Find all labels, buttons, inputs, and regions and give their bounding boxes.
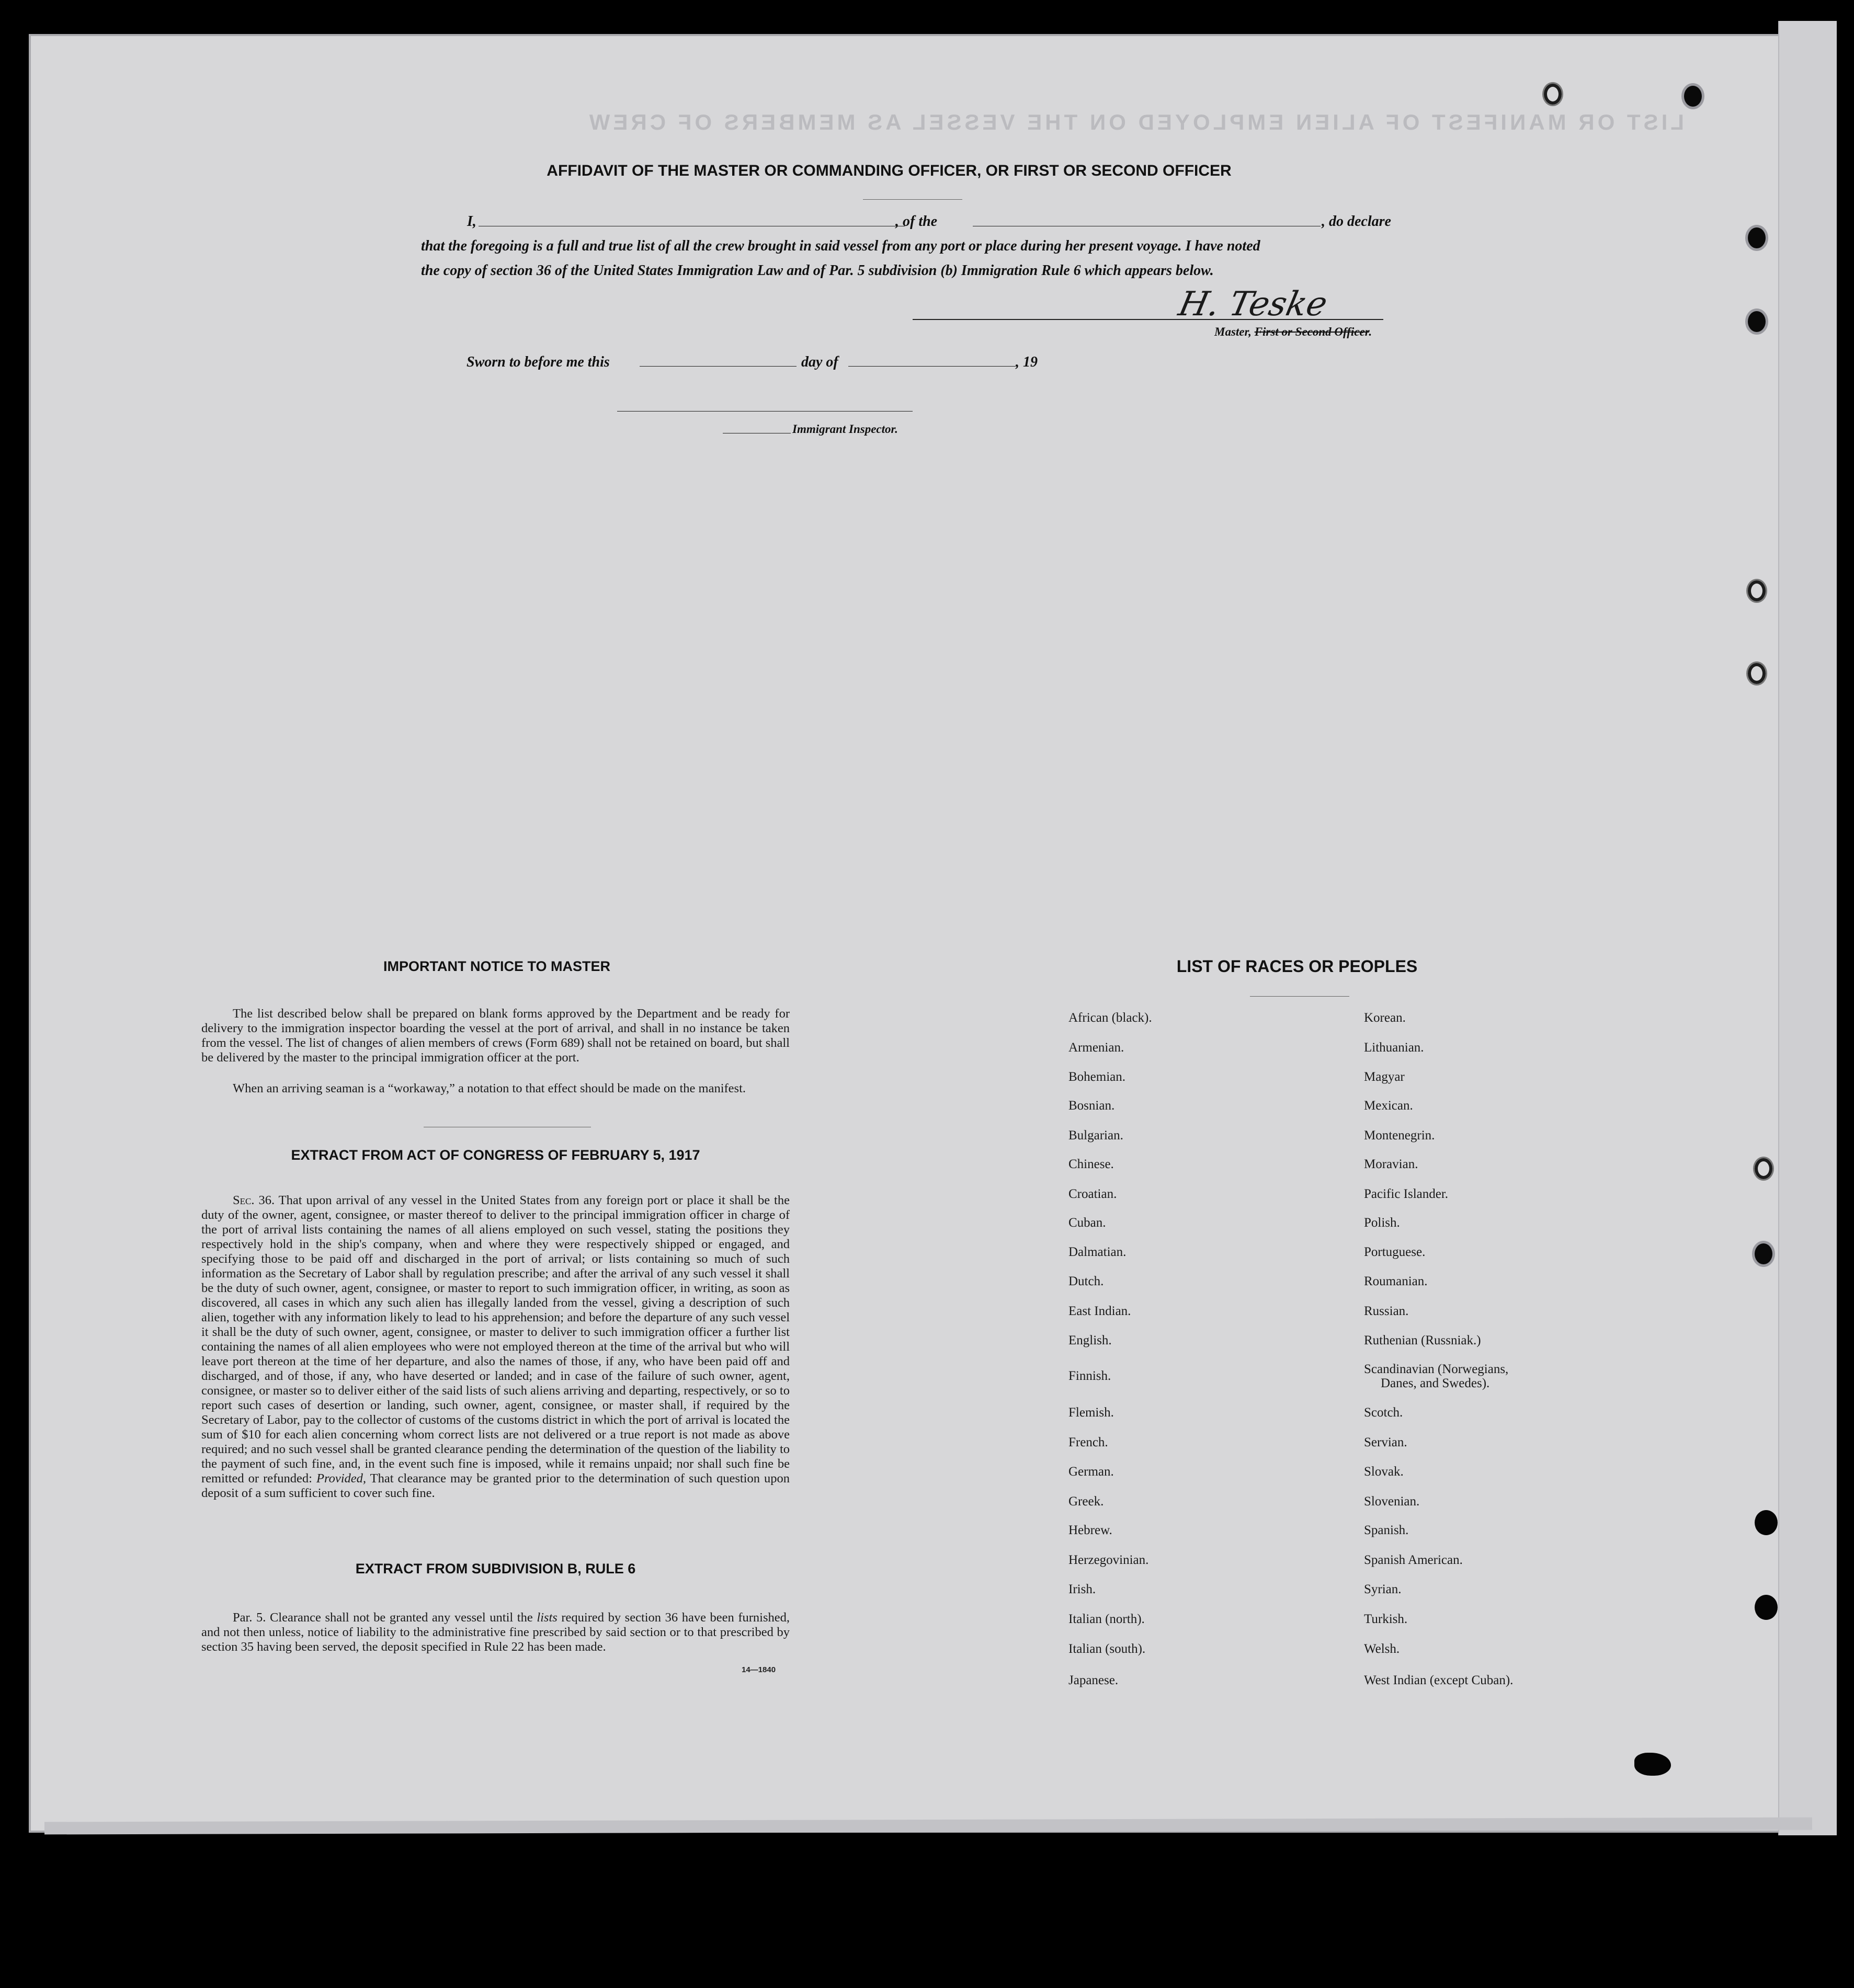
race-item: Ruthenian (Russniak.) xyxy=(1364,1333,1481,1347)
race-item: Polish. xyxy=(1364,1216,1400,1230)
punch-hole-icon xyxy=(1684,86,1702,107)
race-item: African (black). xyxy=(1068,1011,1152,1025)
race-item: Bohemian. xyxy=(1068,1070,1126,1084)
page-edge xyxy=(1778,21,1837,1835)
race-item: Hebrew. xyxy=(1068,1523,1112,1537)
race-item: Chinese. xyxy=(1068,1157,1114,1171)
race-item: Dalmatian. xyxy=(1068,1245,1127,1259)
master-signature: H. Teske xyxy=(1175,285,1331,324)
punch-hole-icon xyxy=(1755,1158,1772,1179)
punch-hole-icon xyxy=(1748,580,1766,601)
races-title: LIST OF RACES OR PEOPLES xyxy=(1176,957,1418,976)
inspector-label: Immigrant Inspector. xyxy=(792,422,898,436)
race-item: Cuban. xyxy=(1068,1216,1106,1230)
signer-title xyxy=(1214,325,1372,339)
race-item: Russian. xyxy=(1364,1304,1409,1318)
race-item: Flemish. xyxy=(1068,1406,1114,1420)
extract-rule-title: EXTRACT FROM SUBDIVISION B, RULE 6 xyxy=(355,1561,636,1576)
race-item: Moravian. xyxy=(1364,1157,1418,1171)
punch-hole-icon xyxy=(1748,227,1766,248)
rule-6-text xyxy=(201,1610,790,1654)
form-number: 14—1840 xyxy=(742,1665,776,1674)
race-item: Magyar xyxy=(1364,1070,1405,1084)
race-item: Scotch. xyxy=(1364,1406,1403,1420)
race-item: German. xyxy=(1068,1465,1114,1479)
affidavit-i-label: I, xyxy=(467,213,476,230)
signer-master: Master, xyxy=(1214,325,1252,338)
race-item: Slovenian. xyxy=(1364,1494,1420,1509)
notice-title: IMPORTANT NOTICE TO MASTER xyxy=(383,958,610,974)
race-item: Dutch. xyxy=(1068,1274,1104,1288)
do-declare-label: , do declare xyxy=(1322,213,1391,230)
race-continuation: Danes, and Swedes). xyxy=(1381,1376,1490,1390)
race-item: Turkish. xyxy=(1364,1612,1408,1626)
race-item: Roumanian. xyxy=(1364,1274,1428,1288)
race-item: Servian. xyxy=(1364,1435,1407,1449)
race-item: Slovak. xyxy=(1364,1465,1404,1479)
divider xyxy=(863,199,962,200)
race-item: West Indian (except Cuban). xyxy=(1364,1673,1514,1687)
race-item: Herzegovinian. xyxy=(1068,1553,1149,1567)
race-item: Syrian. xyxy=(1364,1582,1402,1596)
race-item: Spanish American. xyxy=(1364,1553,1463,1567)
signer-end: . xyxy=(1369,325,1372,338)
race-item: Japanese. xyxy=(1068,1673,1119,1687)
race-item: Irish. xyxy=(1068,1582,1096,1596)
of-the-label: , of the xyxy=(895,213,938,230)
race-item: Lithuanian. xyxy=(1364,1041,1424,1055)
section-body-end: That clearance may be granted prior to the determination of such question upon deposit of a sum sufficient to cover such fine. xyxy=(201,1471,790,1500)
day-of-label: day of xyxy=(801,354,838,370)
race-item: Croatian. xyxy=(1068,1187,1117,1201)
race-item: Greek. xyxy=(1068,1494,1104,1509)
race-item: Mexican. xyxy=(1364,1099,1413,1113)
sworn-day-blank xyxy=(640,366,797,367)
punch-hole-icon xyxy=(1755,1243,1772,1264)
signer-struck: First or Second Officer xyxy=(1254,325,1369,338)
sworn-label: Sworn to before me this xyxy=(467,354,610,370)
inspector-signature-line xyxy=(617,411,913,412)
bleed-through-text: LIST OR MANIFEST OF ALIEN EMPLOYED ON THE VESSEL AS MEMBERS OF CREW xyxy=(586,110,1684,134)
race-item: Welsh. xyxy=(1364,1642,1400,1656)
race-item: Korean. xyxy=(1364,1011,1406,1025)
affidavit-text-line: that the foregoing is a full and true list of all the crew brought in said vessel from any port or place during her present voyage. I have noted xyxy=(421,238,1260,254)
year-label: , 19 xyxy=(1016,354,1038,370)
race-item: Armenian. xyxy=(1068,1041,1124,1055)
divider xyxy=(1250,996,1349,997)
race-item: Bosnian. xyxy=(1068,1099,1115,1113)
race-item: Montenegrin. xyxy=(1364,1128,1435,1142)
race-item: Italian (south). xyxy=(1068,1642,1146,1656)
section-36-text xyxy=(201,1193,790,1501)
race-item: East Indian. xyxy=(1068,1304,1131,1318)
punch-hole-icon xyxy=(1544,84,1562,105)
rule-body-start: Par. 5. Clearance shall not be granted any vessel until the xyxy=(233,1610,533,1625)
notice-paragraph: When an arriving seaman is a “workaway,” a notation to that effect should be made on the manifest. xyxy=(233,1081,746,1095)
race-item: English. xyxy=(1068,1333,1112,1347)
race-item: Italian (north). xyxy=(1068,1612,1145,1626)
race-item: Spanish. xyxy=(1364,1523,1409,1537)
notice-paragraph: The list described below shall be prepared on blank forms approved by the Department and be ready for delivery to the immigration inspector boarding the vessel at the port of arrival, and shall in no instance be taken from the vessel. The list of changes of alien members of crews (Form 689) shall not be retained on board, but shall be delivered by the master to the principal immigration officer at the port. xyxy=(201,1007,790,1065)
sworn-month-blank xyxy=(848,366,1016,367)
affidavit-title: AFFIDAVIT OF THE MASTER OR COMMANDING OFFICER, OR FIRST OR SECOND OFFICER xyxy=(547,162,1232,179)
section-label: Sec. 36. xyxy=(233,1193,275,1207)
punch-hole-icon xyxy=(1748,663,1766,684)
rule-body-end: required by section 36 have been furnished, and not then unless, notice of liability to the administrative fine prescribed by said section or to that prescribed by section 35 having been served, the deposit specified in Rule 22 has been made. xyxy=(201,1610,790,1654)
provided-word: Provided, xyxy=(316,1471,367,1486)
race-item: Bulgarian. xyxy=(1068,1128,1123,1142)
section-body: That upon arrival of any vessel in the United States from any foreign port or place it shall be the duty of the owner, agent, consignee, or master thereof to deliver to the principal immigration officer in charge of the port of arrival lists containing the names of all aliens employed on such vessel, stating the positions they respectively hold in the ship's company, when and where they were respectively shipped or engaged, and specifying those to be paid off and discharged in the port of arrival; or lists containing so much of such information as the Secretary of Labor shall by regulation prescribe; and after the arrival of any such vessel it shall be the duty of such owner, agent, consignee, or master to report to such immigration officer, in writing, as soon as discovered, all cases in which any such alien has illegally landed from the vessel, giving a description of such alien, together with any information likely to lead to his apprehension; and before the departure of any such vessel it shall be the duty of such owner, agent, consignee, or master to deliver to such immigration officer a further list containing the names of all alien employees who were not employed thereon at the time of the arrival but who will leave port thereon at the time of her departure, and also the names of those, if any, who have been paid off and discharged, and of those, if any, who have deserted or landed; and in case of the failure of such owner, agent, consignee, or master so to deliver either of the said lists of such aliens arriving and departing, respectively, or so to report such cases of desertion or landing, such owner, agent, consignee, or master shall, if required by the Secretary of Labor, pay to the collector of customs of the customs district in which the port of arrival is located the sum of $10 for each alien concerning whom correct lists are not delivered or a true report is not made as above required; and no such vessel shall be granted clearance pending the determination of the question of the liability to the payment of such fine, and, in the event such fine is imposed, while it remains unpaid; nor shall such fine be remitted or refunded: xyxy=(201,1193,790,1486)
race-item: Pacific Islander. xyxy=(1364,1187,1449,1201)
affidavit-text-line: the copy of section 36 of the United States Immigration Law and of Par. 5 subdivision (b) Immigration Rule 6 which appears below. xyxy=(421,262,1214,279)
race-item: Scandinavian (Norwegians, xyxy=(1364,1362,1509,1376)
race-item: French. xyxy=(1068,1435,1108,1449)
punch-hole-icon xyxy=(1748,311,1766,332)
punch-hole-icon xyxy=(1755,1510,1778,1535)
race-item: Portuguese. xyxy=(1364,1245,1426,1259)
race-item: Finnish. xyxy=(1068,1369,1111,1383)
ink-blot-icon xyxy=(1634,1753,1671,1776)
lists-word: lists xyxy=(537,1610,558,1625)
punch-hole-icon xyxy=(1755,1595,1778,1620)
extract-act-title: EXTRACT FROM ACT OF CONGRESS OF FEBRUARY 5, 1917 xyxy=(291,1147,700,1163)
